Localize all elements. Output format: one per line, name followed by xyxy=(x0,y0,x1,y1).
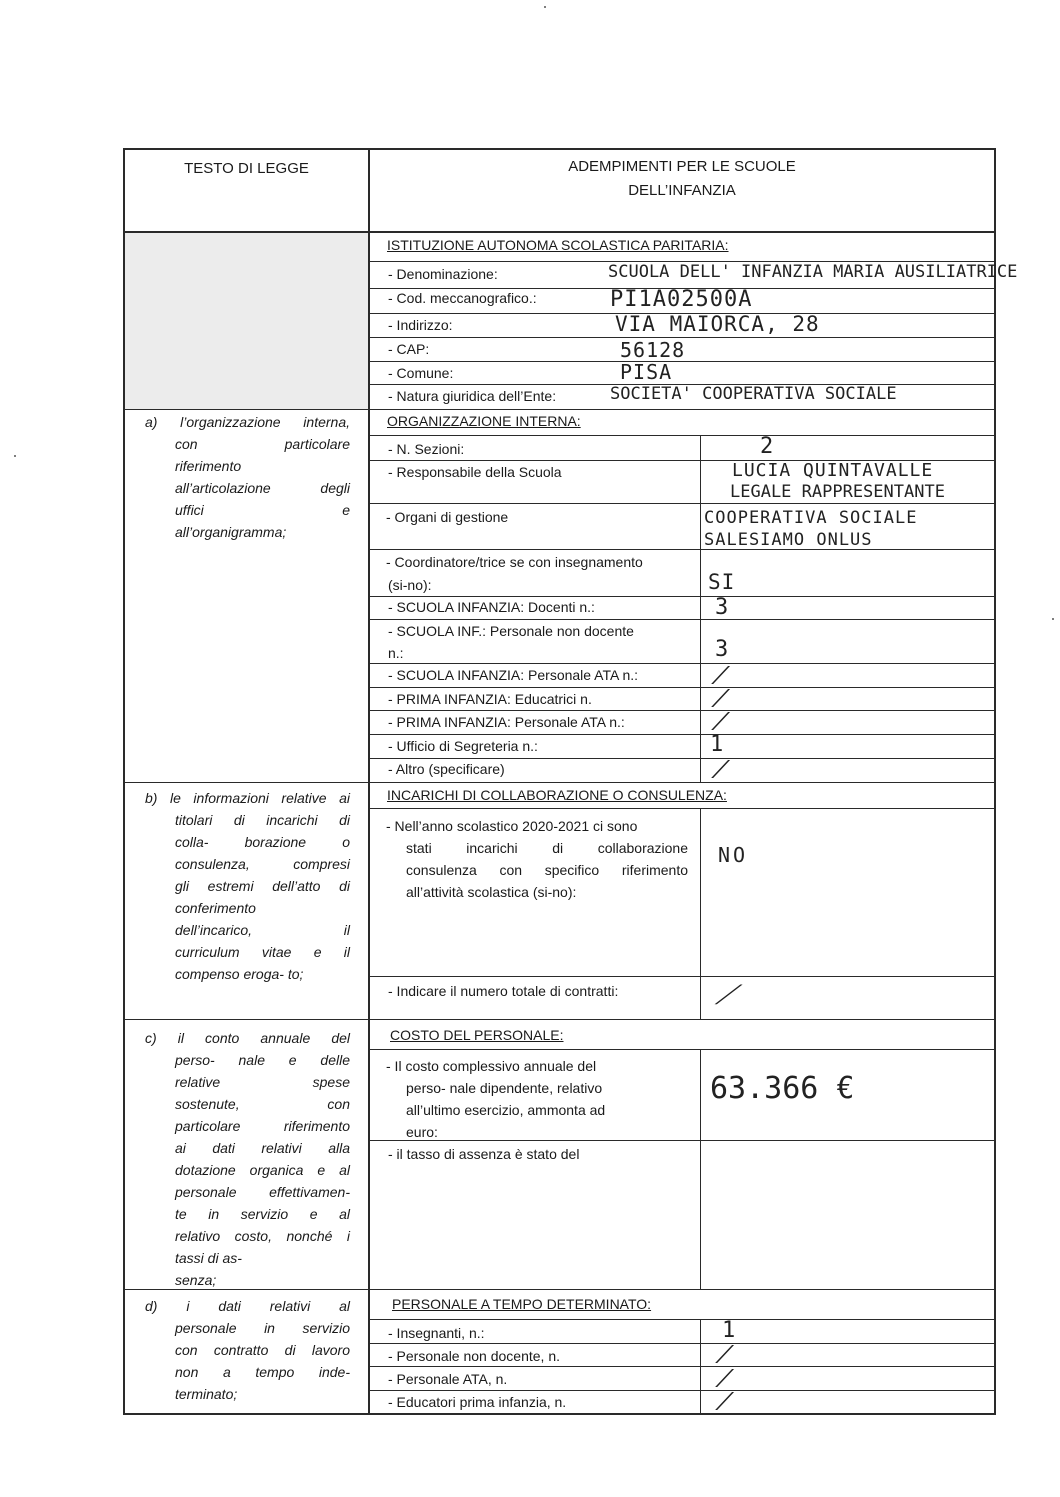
prima-infanzia-ata-label: - PRIMA INFANZIA: Personale ATA n.: xyxy=(388,714,625,730)
prima-infanzia-ata-value: / xyxy=(708,709,735,734)
coordinatore-value: SI xyxy=(708,570,736,594)
non-docente-label-2: n.: xyxy=(388,645,404,661)
responsabile-value-1: LUCIA QUINTAVALLE xyxy=(732,460,934,481)
denominazione-value: SCUOLA DELL' INFANZIA MARIA AUSILIATRICE xyxy=(608,262,1018,282)
altro-label: - Altro (specificare) xyxy=(388,761,505,777)
tempo-ata-label: - Personale ATA, n. xyxy=(388,1371,508,1387)
scan-dot xyxy=(1052,618,1054,620)
segreteria-value: 1 xyxy=(710,732,725,757)
educatrici-label: - PRIMA INFANZIA: Educatrici n. xyxy=(388,691,592,707)
section-title-determinato: PERSONALE A TEMPO DETERMINATO: xyxy=(392,1296,652,1312)
sezioni-value: 2 xyxy=(760,434,775,459)
section-title-costo: COSTO DEL PERSONALE: xyxy=(390,1027,564,1043)
law-text-determinato: d) i dati relativi al personale in servizio con contratto di lavoro non a tempo inde- terminato; xyxy=(145,1298,350,1402)
cod-meccanografico-value: PI1A02500A xyxy=(610,287,753,312)
indirizzo-value: VIA MAIORCA, 28 xyxy=(615,312,820,336)
altro-value: / xyxy=(708,757,735,782)
responsabile-label: - Responsabile della Scuola xyxy=(388,464,562,480)
section-title-istituzione: ISTITUZIONE AUTONOMA SCOLASTICA PARITARIA: xyxy=(387,237,729,253)
docenti-label: - SCUOLA INFANZIA: Docenti n.: xyxy=(388,599,595,615)
non-docente-value: 3 xyxy=(715,637,730,662)
scan-dot xyxy=(544,6,546,8)
assenza-label: - il tasso di assenza è stato del xyxy=(388,1146,580,1162)
contratti-value: / xyxy=(710,980,750,1008)
indirizzo-label: - Indirizzo: xyxy=(388,317,453,333)
costo-question: - Il costo complessivo annuale del perso- nale dipendente, relativo all’ultimo esercizio, ammonta ad euro: xyxy=(386,1058,606,1140)
coordinatore-label-2: (si-no): xyxy=(388,577,432,593)
section-title-incarichi: INCARICHI DI COLLABORAZIONE O CONSULENZA: xyxy=(387,787,727,803)
incarichi-value: NO xyxy=(718,843,749,867)
costo-value: 63.366 € xyxy=(710,1071,855,1106)
natura-giuridica-value: SOCIETA' COOPERATIVA SOCIALE xyxy=(610,384,897,404)
docenti-value: 3 xyxy=(715,595,730,620)
section-title-organizzazione: ORGANIZZAZIONE INTERNA: xyxy=(387,413,581,429)
organi-gestione-value-2: SALESIAMO ONLUS xyxy=(704,530,873,550)
empty-shaded-cell xyxy=(125,233,368,409)
organi-gestione-label: - Organi di gestione xyxy=(386,509,509,525)
law-text-costo: c) il conto annuale del perso- nale e delle relative spese sostenute, con particolare riferimento ai dati relativi alla dotazione organica e al personale effettivamen- te in servizio e al relativo costo, nonché i tassi di as- senza; xyxy=(145,1030,350,1288)
cap-value: 56128 xyxy=(620,338,686,362)
scan-dot xyxy=(14,455,16,457)
incarichi-question: - Nell’anno scolastico 2020-2021 ci sono stati incarichi di collaborazione consulenza con specifico riferimento all’attività scolastica (si-no): xyxy=(386,818,688,900)
educatori-label: - Educatori prima infanzia, n. xyxy=(388,1394,567,1410)
cap-label: - CAP: xyxy=(388,341,430,357)
educatrici-value: / xyxy=(708,686,735,711)
responsabile-value-2: LEGALE RAPPRESENTANTE xyxy=(730,482,945,502)
ata-label: - SCUOLA INFANZIA: Personale ATA n.: xyxy=(388,667,639,683)
tempo-ata-value: / xyxy=(712,1366,739,1391)
header-col-right-line2: DELL’INFANZIA xyxy=(628,182,736,199)
non-docente-label-1: - SCUOLA INF.: Personale non docente xyxy=(388,623,634,639)
educatori-value: / xyxy=(712,1389,739,1414)
insegnanti-label: - Insegnanti, n.: xyxy=(388,1325,485,1341)
denominazione-label: - Denominazione: xyxy=(388,266,498,282)
header-col-left: TESTO DI LEGGE xyxy=(184,160,309,177)
law-text-organizzazione: a) l’organizzazione interna, con particolare riferimento all’articolazione degli uffici e all’organigramma; xyxy=(145,414,350,540)
cod-meccanografico-label: - Cod. meccanografico.: xyxy=(388,290,537,306)
insegnanti-value: 1 xyxy=(722,1318,737,1343)
tempo-non-docente-value: / xyxy=(712,1342,739,1367)
organi-gestione-value-1: COOPERATIVA SOCIALE xyxy=(704,508,918,528)
ata-value: / xyxy=(708,663,735,688)
contratti-label: - Indicare il numero totale di contratti: xyxy=(388,983,619,999)
segreteria-label: - Ufficio di Segreteria n.: xyxy=(388,738,538,754)
tempo-non-docente-label: - Personale non docente, n. xyxy=(388,1348,561,1364)
law-text-incarichi: b) le informazioni relative ai titolari di incarichi di colla- borazione o consulenza, compresi gli estremi dell’atto di conferimento dell’incarico, il curriculum vitae e il compenso eroga- to; xyxy=(145,790,350,982)
comune-value: PISA xyxy=(620,360,673,384)
header-col-right-line1: ADEMPIMENTI PER LE SCUOLE xyxy=(568,158,796,175)
sezioni-label: - N. Sezioni: xyxy=(388,441,465,457)
coordinatore-label-1: - Coordinatore/trice se con insegnamento xyxy=(386,554,643,570)
comune-label: - Comune: xyxy=(388,365,454,381)
natura-giuridica-label: - Natura giuridica dell’Ente: xyxy=(388,388,557,404)
